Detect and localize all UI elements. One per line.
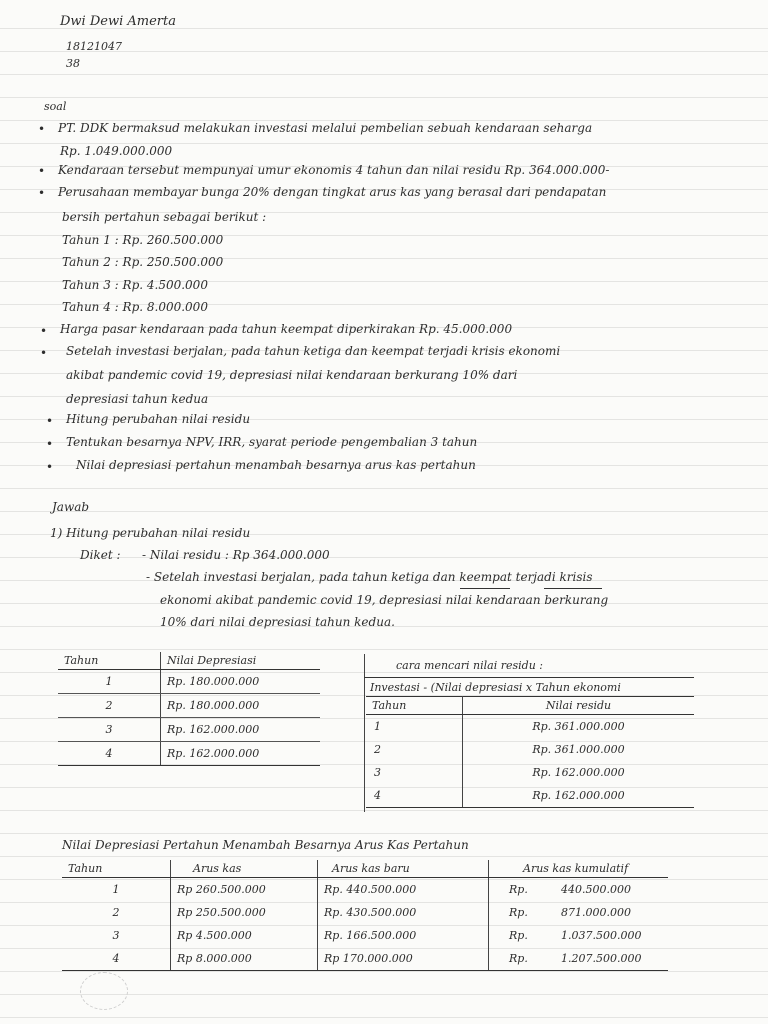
residual-method-title: cara mencari nilai residu : (396, 659, 544, 672)
soal-line: Hitung perubahan nilai residu (66, 412, 251, 426)
student-number: 38 (66, 57, 80, 70)
soal-line: akibat pandemic covid 19, depresiasi nilai kendaraan berkurang 10% dari (66, 368, 518, 382)
table-cell: Rp. 162.000.000 (161, 742, 321, 766)
soal-line: Perusahaan membayar bunga 20% dengan tingkat arus kas yang berasal dari pendapatan (58, 185, 607, 199)
column-header: Tahun (366, 697, 463, 715)
cashflow-year-2: Tahun 2 : Rp. 250.500.000 (62, 255, 224, 269)
table-cell: Rp 8.000.000 (171, 947, 318, 971)
bullet: • (46, 414, 54, 428)
bullet: • (38, 122, 46, 136)
table-row (58, 742, 320, 766)
table-cell: Rp. 180.000.000 (161, 670, 321, 694)
table-cell: 2 (62, 901, 171, 924)
jawab-line: 10% dari nilai depresiasi tahun kedua. (160, 615, 395, 629)
column-header: Arus kas baru (318, 860, 489, 878)
bullet: • (46, 437, 54, 451)
table-row (366, 784, 694, 808)
table-cell: Rp. 440.500.000 (318, 878, 489, 902)
table-row (62, 901, 668, 924)
divider (364, 677, 694, 678)
table-cell: Rp 250.500.000 (171, 901, 318, 924)
table-row (62, 947, 668, 971)
underline-mark (460, 588, 510, 589)
table-cell: 871.000.000 (561, 906, 631, 919)
table-row (62, 924, 668, 947)
jawab-line: - Setelah investasi berjalan, pada tahun ketiga dan keempat terjadi krisis (146, 570, 593, 584)
table-row (58, 694, 320, 718)
table-cell: Rp. (489, 947, 556, 971)
bullet: • (40, 324, 48, 338)
table-cell: Rp. 430.500.000 (318, 901, 489, 924)
table-cell: 440.500.000 (561, 883, 631, 896)
diket-value: - Nilai residu : Rp 364.000.000 (142, 548, 330, 562)
column-header: Arus kas (171, 860, 318, 878)
table-cell: 3 (58, 718, 161, 742)
cashflow-table (62, 860, 668, 971)
jawab-line: ekonomi akibat pandemic covid 19, depresiasi nilai kendaraan berkurang (160, 593, 609, 607)
table-cell: 1 (62, 878, 171, 902)
soal-line: Rp. 1.049.000.000 (60, 144, 173, 158)
table-cell: Rp. 166.500.000 (318, 924, 489, 947)
soal-line: Tentukan besarnya NPV, IRR, syarat periode pengembalian 3 tahun (66, 435, 478, 449)
soal-line: Harga pasar kendaraan pada tahun keempat diperkirakan Rp. 45.000.000 (60, 322, 513, 336)
table-cell: 4 (62, 947, 171, 971)
bullet: • (38, 186, 46, 200)
soal-line: PT. DDK bermaksud melakukan investasi melalui pembelian sebuah kendaraan seharga (58, 121, 593, 135)
table-cell: Rp 170.000.000 (318, 947, 489, 971)
soal-line: Kendaraan tersebut mempunyai umur ekonomis 4 tahun dan nilai residu Rp. 364.000.000- (58, 163, 610, 177)
table-cell: 2 (366, 738, 463, 761)
table-cell: 1.037.500.000 (561, 929, 642, 942)
table-cell: 1 (366, 715, 463, 739)
table-cell: Rp. 162.000.000 (161, 718, 321, 742)
table-cell: Rp. 180.000.000 (161, 694, 321, 718)
table-cell: Rp. 162.000.000 (463, 784, 695, 808)
diket-label: Diket : (80, 548, 121, 562)
faded-stamp-icon (80, 972, 128, 1010)
cashflow-year-4: Tahun 4 : Rp. 8.000.000 (62, 300, 208, 314)
table-cell: Rp. (509, 929, 528, 942)
column-header: Tahun (62, 860, 171, 878)
depreciation-table (58, 652, 320, 766)
soal-label: soal (44, 100, 67, 113)
table-row (366, 715, 694, 739)
table-cell: 2 (58, 694, 161, 718)
bullet: • (46, 460, 54, 474)
bullet: • (38, 164, 46, 178)
table-cell: Rp 260.500.000 (171, 878, 318, 902)
table-cell: Rp. 361.000.000 (532, 720, 625, 733)
table-row (58, 670, 320, 694)
bullet: • (40, 346, 48, 360)
table-row (366, 738, 694, 761)
table-cell: Rp 4.500.000 (171, 924, 318, 947)
table-row (58, 718, 320, 742)
table-cell: 4 (58, 742, 161, 766)
column-header: Arus kas kumulatif (489, 860, 669, 878)
table-cell: Rp. (509, 906, 528, 919)
column-header: Nilai Depresiasi (161, 652, 321, 670)
student-name: Dwi Dewi Amerta (60, 14, 176, 29)
soal-line: Setelah investasi berjalan, pada tahun ketiga dan keempat terjadi krisis ekonomi (66, 344, 561, 358)
student-id: 18121047 (66, 40, 122, 53)
table-cell: Rp. 361.000.000 (532, 743, 625, 756)
table-cell: 3 (62, 924, 171, 947)
column-header: Tahun (58, 652, 161, 670)
cashflow-year-1: Tahun 1 : Rp. 260.500.000 (62, 233, 224, 247)
soal-line: bersih pertahun sebagai berikut : (62, 210, 267, 224)
table-row (62, 878, 668, 902)
table-cell: 3 (366, 761, 463, 784)
soal-line: depresiasi tahun kedua (66, 392, 209, 406)
column-header: Nilai residu (463, 697, 695, 715)
table-cell: Rp. (509, 883, 528, 896)
table-row (366, 761, 694, 784)
table-cell: 1.207.500.000 (555, 947, 668, 971)
residual-formula: Investasi - (Nilai depresiasi x Tahun ekonomi (370, 681, 621, 694)
cashflow-year-3: Tahun 3 : Rp. 4.500.000 (62, 278, 208, 292)
soal-line: Nilai depresiasi pertahun menambah besarnya arus kas pertahun (76, 458, 476, 472)
table-cell: 1 (58, 670, 161, 694)
jawab-step: 1) Hitung perubahan nilai residu (50, 526, 251, 540)
residual-table (366, 696, 694, 808)
jawab-label: Jawab (52, 500, 90, 514)
underline-mark (544, 588, 602, 589)
table-cell: 4 (366, 784, 463, 808)
cashflow-table-title: Nilai Depresiasi Pertahun Menambah Besarnya Arus Kas Pertahun (62, 838, 469, 852)
table-cell: Rp. 162.000.000 (532, 766, 625, 779)
